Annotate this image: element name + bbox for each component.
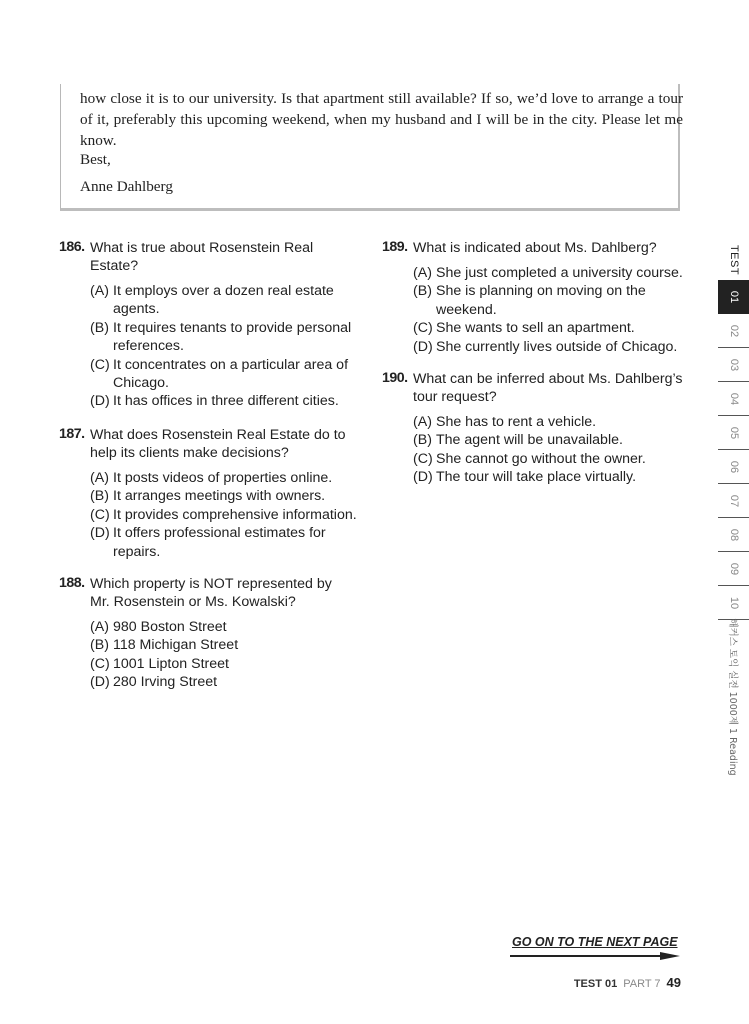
question-stem: What can be inferred about Ms. Dahlberg’s tour request? (413, 371, 683, 406)
question-stem: What is indicated about Ms. Dahlberg? (413, 240, 657, 256)
go-on-next-page-label: GO ON TO THE NEXT PAGE (512, 935, 678, 949)
test-tab-strip (718, 240, 749, 620)
option-c[interactable]: (C) 1001 Lipton Street (90, 655, 229, 672)
option-a[interactable]: (A) It posts videos of properties online. (90, 470, 333, 486)
test-tab-06[interactable]: 06 (718, 450, 749, 484)
book-title: 해커스 토익 실전 1000제 1 Reading (726, 618, 738, 776)
option-d[interactable]: (D) The tour will take place virtually. (413, 469, 637, 486)
option-d[interactable]: (D) It has offices in three different cities. (90, 393, 339, 410)
test-tab-03[interactable]: 03 (718, 348, 749, 382)
test-tab-05[interactable]: 05 (718, 416, 749, 450)
footer-test: TEST 01 (573, 978, 618, 990)
passage-text: how close it is to our university. Is that apartment still available? If so, we’d love to arrange a tour of it, preferably this upcoming weekend, when my husband and I will be in the city. Please let me know. (80, 90, 683, 149)
option-b[interactable]: (B) It requires tenants to provide personal references. (90, 319, 352, 355)
option-a[interactable]: (A) She has to rent a vehicle. (413, 414, 597, 430)
option-b[interactable]: (B) The agent will be unavailable. (413, 432, 623, 449)
question-stem: Which property is NOT represented by Mr. Rosenstein or Ms. Kowalski? (90, 576, 332, 611)
test-tab-01[interactable]: 01 (718, 280, 749, 314)
option-c[interactable]: (C) It concentrates on a particular area of Chicago. (90, 356, 349, 392)
option-b[interactable]: (B) It arranges meetings with owners. (90, 488, 326, 505)
test-tab-10[interactable]: 10 (718, 586, 749, 620)
question-number: 189. (382, 239, 408, 255)
question-number: 190. (382, 370, 408, 386)
question-stem: What is true about Rosenstein Real Estate? (90, 240, 314, 275)
page-footer (574, 975, 681, 990)
page-number: 49 (666, 975, 681, 990)
option-a[interactable]: (A) 980 Boston Street (90, 619, 227, 635)
option-d[interactable]: (D) 280 Irving Street (90, 674, 218, 691)
passage-closing: Best, (80, 151, 111, 168)
option-b[interactable]: (B) 118 Michigan Street (90, 637, 239, 654)
option-a[interactable]: (A) She just completed a university course. (413, 265, 683, 281)
option-a[interactable]: (A) It employs over a dozen real estate agents. (90, 283, 334, 318)
question-number: 186. (59, 239, 85, 255)
test-tab-08[interactable]: 08 (718, 518, 749, 552)
passage-signature: Anne Dahlberg (80, 178, 173, 195)
option-b[interactable]: (B) She is planning on moving on the weekend. (413, 283, 646, 318)
test-tab-02[interactable]: 02 (718, 314, 749, 348)
option-d[interactable]: (D) It offers professional estimates for repairs. (90, 525, 326, 560)
test-label: TEST (727, 244, 740, 276)
test-tab-09[interactable]: 09 (718, 552, 749, 586)
test-tab-07[interactable]: 07 (718, 484, 749, 518)
option-d[interactable]: (D) She currently lives outside of Chicago. (413, 338, 678, 355)
test-tab-04[interactable]: 04 (718, 382, 749, 416)
option-c[interactable]: (C) It provides comprehensive information. (90, 506, 357, 523)
footer-part: PART 7 (623, 978, 661, 990)
option-c[interactable]: (C) She cannot go without the owner. (413, 450, 646, 467)
question-number: 187. (59, 426, 85, 442)
option-c[interactable]: (C) She wants to sell an apartment. (413, 320, 635, 337)
arrow-right-icon (510, 952, 680, 960)
question-number: 188. (59, 575, 85, 591)
question-stem: What does Rosenstein Real Estate do to help its clients make decisions? (90, 427, 346, 462)
